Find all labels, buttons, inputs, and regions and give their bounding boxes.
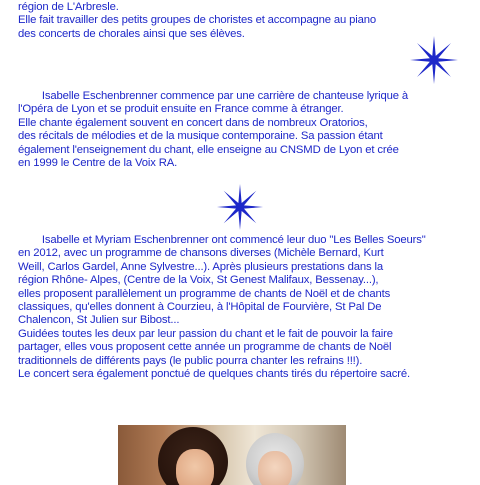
text-line: en 2012, avec un programme de chansons diverses (Michèle Bernard, Kurt xyxy=(18,247,384,260)
duo-photo xyxy=(118,425,346,485)
star-icon xyxy=(409,35,459,85)
text-line: classiques, qu'elles donnent à Courzieu, à l'Hôpital de Fourvière, St Pal De xyxy=(18,301,382,314)
text-line: région de L'Arbresle. xyxy=(18,1,119,13)
text-line: l'Opéra de Lyon et se produit ensuite en France comme à étranger. xyxy=(18,103,344,116)
paragraph-isabelle xyxy=(18,90,474,170)
text-line: région Rhône- Alpes, (Centre de la Voix, St Genest Malifaux, Bessenay...), xyxy=(18,274,379,287)
text-line: elles proposent parallèlement un programme de chants de Noël et de chants xyxy=(18,287,391,300)
paragraph-intro-end xyxy=(18,1,474,41)
text-line: Elle chante également souvent en concert dans de nombreux Oratorios, xyxy=(18,116,368,129)
text-line: Isabelle Eschenbrenner commence par une carrière de chanteuse lyrique à xyxy=(18,90,409,102)
text-line: Elle fait travailler des petits groupes de choristes et accompagne au piano xyxy=(18,14,376,27)
text-line: également l'enseignement du chant, elle enseigne au CNSMD de Lyon et crée xyxy=(18,143,399,156)
text-line: traditionnels de différents pays (le public pourra chanter les refrains !!!). xyxy=(18,354,363,367)
text-line: partager, elles vous proposent cette année un programme de chants de Noël xyxy=(18,341,392,354)
paragraph-duo xyxy=(18,234,474,381)
text-line: Le concert sera également ponctué de quelques chants tirés du répertoire sacré. xyxy=(18,368,410,381)
text-line: des concerts de chorales ainsi que ses élèves. xyxy=(18,27,245,40)
text-line: Isabelle et Myriam Eschenbrenner ont commencé leur duo "Les Belles Soeurs" xyxy=(18,234,426,246)
text-line: en 1999 le Centre de la Voix RA. xyxy=(18,157,178,170)
text-line: des récitals de mélodies et de la musique contemporaine. Sa passion étant xyxy=(18,130,383,143)
text-line: Weill, Carlos Gardel, Anne Sylvestre...). Après plusieurs prestations dans la xyxy=(18,260,383,273)
text-line: Guidées toutes les deux par leur passion du chant et le fait de pouvoir la faire xyxy=(18,327,393,340)
star-icon xyxy=(216,183,264,231)
text-line: Chalencon, St Julien sur Bibost... xyxy=(18,314,180,327)
